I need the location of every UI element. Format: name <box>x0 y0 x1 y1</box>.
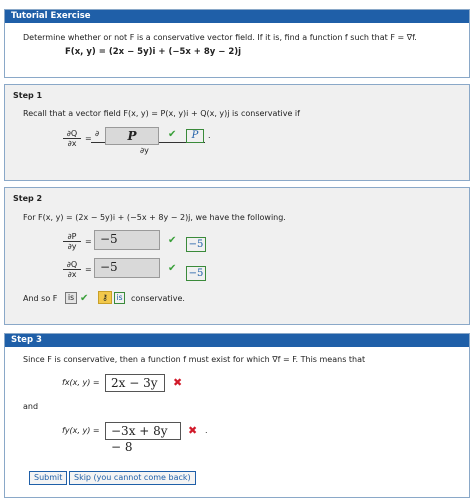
dq-numerator: ∂Q <box>63 129 81 139</box>
dy-denominator: ∂y <box>140 146 149 155</box>
check-icon: ✔ <box>80 293 89 304</box>
vector-field-equation: F(x, y) = (2x − 5y)i + (−5x + 8y − 2)j <box>65 47 242 57</box>
step1-text: Recall that a vector field F(x, y) = P(x, y)i + Q(x, y)j is conservative if <box>23 109 300 118</box>
step3-text: Since F is conservative, then a function f must exist for which ∇f = F. This means that <box>23 355 366 364</box>
period: . <box>208 131 211 140</box>
dx-denominator: ∂x <box>67 270 77 279</box>
dp-dy-correct-answer: −5 <box>186 237 206 252</box>
tutorial-panel <box>4 9 470 78</box>
skip-button[interactable]: Skip (you cannot come back) <box>69 471 196 485</box>
submit-button[interactable]: Submit <box>29 471 67 485</box>
equals-sign: = <box>85 237 92 246</box>
period: . <box>205 426 208 435</box>
dq-numerator: ∂Q <box>63 260 81 270</box>
check-icon: ✔ <box>168 263 177 274</box>
dp-dy-input[interactable]: −5 <box>94 230 160 250</box>
is-correct-answer: is <box>114 292 125 304</box>
is-select[interactable]: is <box>65 292 77 304</box>
check-icon: ✔ <box>168 129 177 140</box>
step3-panel <box>4 333 470 498</box>
step1-label: Step 1 <box>13 91 43 100</box>
dq-dx-fraction <box>63 260 81 279</box>
fy-input[interactable]: −3x + 8y − 8 <box>105 422 181 440</box>
equals-sign: = <box>85 265 92 274</box>
step1-panel <box>4 84 470 181</box>
conclusion-prefix: And so F <box>23 294 58 303</box>
tutorial-header: Tutorial Exercise <box>5 10 469 23</box>
conclusion-suffix: conservative. <box>131 294 185 303</box>
step1-answer-input[interactable]: P <box>105 127 159 145</box>
partial-symbol: ∂ <box>95 129 100 138</box>
step3-header: Step 3 <box>5 334 469 347</box>
fy-label: fy(x, y) = <box>62 426 100 435</box>
key-icon[interactable]: ⚷ <box>98 291 112 304</box>
dy-denominator: ∂y <box>67 242 77 251</box>
dq-dx-correct-answer: −5 <box>186 266 206 281</box>
fx-input[interactable]: 2x − 3y <box>105 374 165 392</box>
and-label: and <box>23 402 39 411</box>
equals-sign: = <box>85 134 92 143</box>
dq-dx-input[interactable]: −5 <box>94 258 160 278</box>
tutorial-prompt: Determine whether or not F is a conservative vector field. If it is, find a function f such that F = ∇f. <box>23 33 417 42</box>
x-icon: ✖ <box>173 376 183 389</box>
step2-panel <box>4 187 470 325</box>
dp-numerator: ∂P <box>63 232 81 242</box>
x-icon: ✖ <box>188 424 198 437</box>
dq-dx-fraction <box>63 129 81 148</box>
step2-label: Step 2 <box>13 194 43 203</box>
dx-denominator: ∂x <box>67 139 77 148</box>
dp-dy-fraction <box>63 232 81 251</box>
fx-label: fx(x, y) = <box>62 378 100 387</box>
step1-correct-answer: P <box>186 129 204 143</box>
step2-text: For F(x, y) = (2x − 5y)i + (−5x + 8y − 2)j, we have the following. <box>23 213 286 222</box>
check-icon: ✔ <box>168 235 177 246</box>
